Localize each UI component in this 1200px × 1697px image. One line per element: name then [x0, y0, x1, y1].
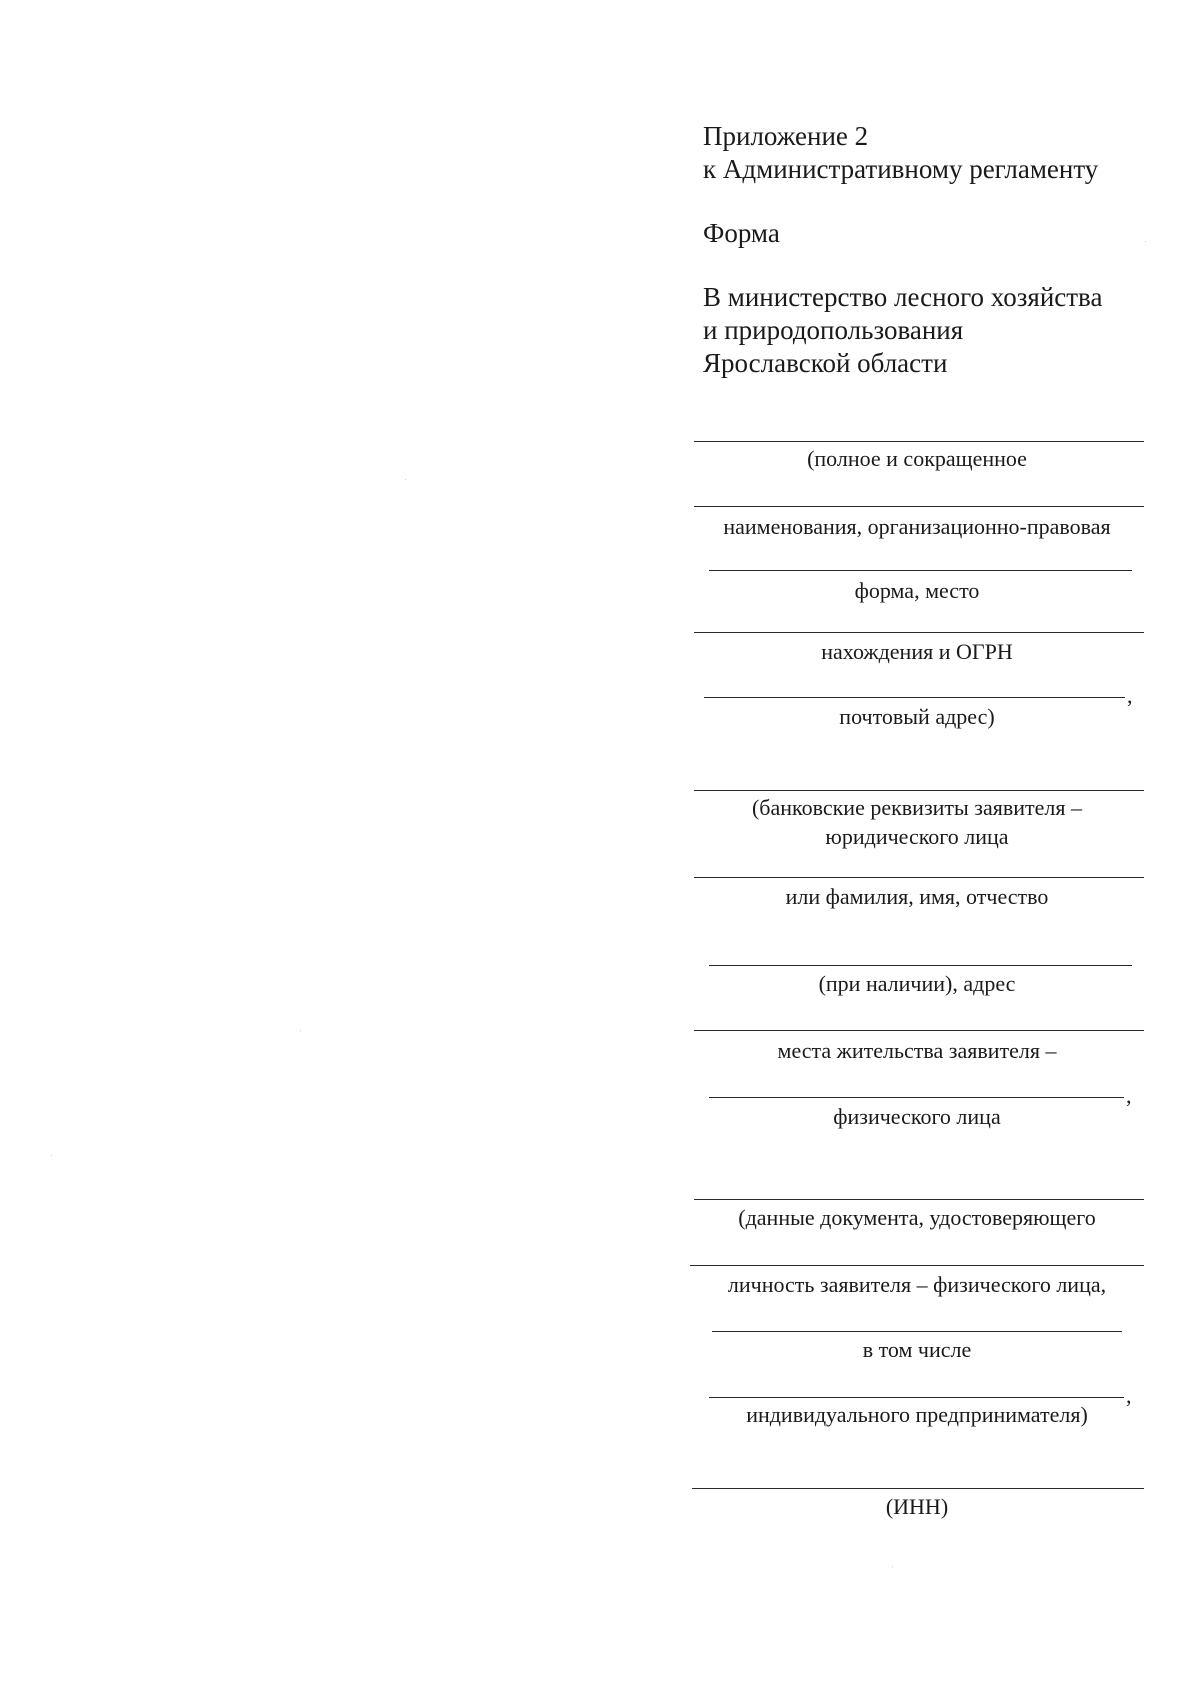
fill-line-9[interactable] — [694, 1030, 1144, 1031]
caption-legal-entity: юридического лица — [825, 824, 1009, 849]
caption-location-ogrn: нахождения и ОГРН — [821, 639, 1013, 664]
caption-identity-document: (данные документа, удостоверяющего — [738, 1205, 1096, 1230]
caption-individual: физического лица — [833, 1104, 1001, 1129]
scan-speck — [51, 1155, 52, 1156]
fill-line-1[interactable] — [694, 441, 1144, 442]
fill-line-3[interactable] — [709, 570, 1132, 571]
regulation-reference: к Административному регламенту — [703, 154, 1099, 184]
form-label: Форма — [703, 218, 780, 248]
fill-line-4[interactable] — [694, 632, 1144, 633]
caption-bank-details: (банковские реквизиты заявителя – — [751, 795, 1083, 820]
caption-full-person-name: или фамилия, имя, отчество — [785, 884, 1049, 909]
addressee-line-2: и природопользования — [703, 315, 964, 345]
addressee-line-1: В министерство лесного хозяйства — [703, 282, 1103, 312]
fill-line-13[interactable] — [712, 1331, 1122, 1332]
scan-speck — [405, 479, 406, 480]
appendix-number: Приложение 2 — [703, 121, 869, 151]
caption-postal-address: почтовый адрес) — [839, 704, 995, 729]
comma-mark-2: , — [1126, 1083, 1132, 1108]
header-block — [703, 120, 1163, 380]
scan-speck — [1145, 241, 1146, 242]
caption-identity-person: личность заявителя – физического лица, — [727, 1272, 1107, 1297]
caption-names-legal-form: наименования, организационно-правовая — [723, 514, 1111, 539]
caption-if-any-address: (при наличии), адрес — [818, 971, 1016, 996]
comma-mark-1: , — [1127, 683, 1133, 708]
scan-speck — [300, 1030, 301, 1031]
fill-line-15[interactable] — [692, 1488, 1144, 1489]
fill-line-8[interactable] — [709, 965, 1132, 966]
caption-entrepreneur: индивидуального предпринимателя) — [746, 1402, 1088, 1427]
fill-line-10[interactable] — [709, 1097, 1124, 1098]
caption-including: в том числе — [862, 1337, 972, 1362]
fill-line-5[interactable] — [704, 697, 1125, 698]
caption-full-name: (полное и сокращенное — [807, 446, 1027, 471]
fill-line-2[interactable] — [694, 506, 1144, 507]
fill-line-12[interactable] — [690, 1265, 1144, 1266]
comma-mark-3: , — [1126, 1383, 1132, 1408]
scan-speck — [892, 1566, 893, 1567]
caption-form-place: форма, место — [854, 578, 980, 603]
fill-line-6[interactable] — [694, 790, 1144, 791]
addressee-line-3: Ярославской области — [703, 348, 948, 378]
fill-line-14[interactable] — [709, 1397, 1124, 1398]
caption-residence: места жительства заявителя – — [777, 1038, 1057, 1063]
fill-line-11[interactable] — [694, 1199, 1144, 1200]
caption-inn: (ИНН) — [885, 1494, 949, 1519]
fill-line-7[interactable] — [694, 877, 1144, 878]
